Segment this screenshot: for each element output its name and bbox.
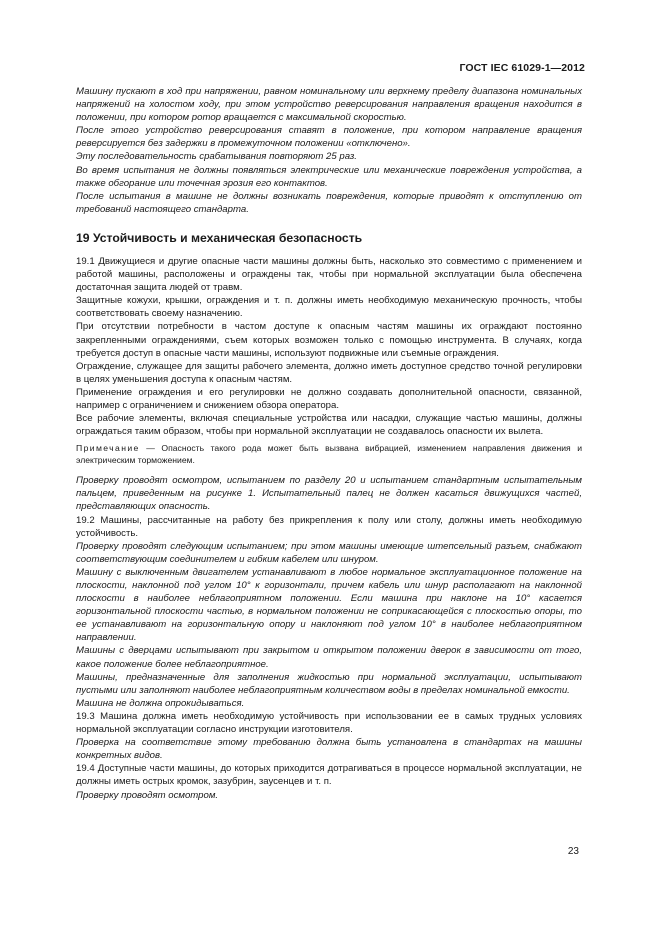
paragraph: Проверку проводят осмотром.: [76, 789, 219, 801]
document-code: ГОСТ IEC 61029-1—2012: [459, 62, 585, 74]
paragraph: Эту последовательность срабатывания повторяют 25 раз.: [76, 151, 357, 163]
paragraph: Машины, предназначенные для заполнения жидкостью при нормальной эксплуатации, испытывают пустыми или заполняют наиболее неблагоприятным количеством воды в пределах номинальной емкости.: [76, 671, 582, 696]
paragraph: Проверку проводят следующим испытанием; при этом машины имеющие штепсельный разъем, снабжают соответствующим соединителем и гибким кабелем или шнуром.: [76, 540, 582, 565]
paragraph: 19.3 Машина должна иметь необходимую устойчивость при использовании ее в самых трудных условиях нормальной эксплуатации согласно инструкции изготовителя.: [76, 710, 582, 736]
paragraph: Все рабочие элементы, включая специальные устройства или насадки, служащие частью машины, должны ограждаться таким образом, чтобы при нормальной эксплуатации не создавалось опасности их вылета.: [76, 413, 582, 438]
paragraph: Машины с дверцами испытывают при закрытом и открытом положении дверок в зависимости от того, какое положение более неблагоприятное.: [76, 645, 582, 670]
paragraph: Проверка на соответствие этому требованию должна быть установлена в стандартах на машины конкретных видов.: [76, 737, 582, 762]
paragraph: Во время испытания не должны появляться электрические или механические повреждения устройства, а также обгорание или точечная эрозия его контактов.: [76, 164, 582, 189]
paragraph: Защитные кожухи, крышки, ограждения и т. п. должны иметь необходимую механическую прочность, чтобы соответствовать своему назначению.: [76, 295, 582, 320]
paragraph: Проверку проводят осмотром, испытанием по разделу 20 и испытанием стандартным испытательным пальцем, приведенным на рисунке 1. Испытательный палец не должен касаться движущихся частей, представляющих опасность.: [76, 475, 582, 513]
paragraph: Ограждение, служащее для защиты рабочего элемента, должно иметь доступное средство точной регулировки в целях уменьшения доступа к опасным частям.: [76, 360, 582, 385]
paragraph: 19.4 Доступные части машины, до которых приходится дотрагиваться в процессе нормальной эксплуатации, не должны иметь острых кромок, зазубрин, заусенцев и т. п.: [76, 763, 582, 788]
page-number: 23: [567, 846, 579, 857]
note-text: — Опасность такого рода может быть вызвана вибрацией, изменением направления движения и электрическим торможением.: [76, 443, 582, 466]
paragraph: 19.2 Машины, рассчитанные на работу без прикрепления к полу или столу, должны иметь необходимую устойчивость.: [76, 514, 582, 539]
note: [76, 442, 582, 466]
note-label: Примечание: [76, 443, 140, 454]
section-heading: 19 Устойчивость и механическая безопасность: [76, 230, 363, 245]
paragraph: Применение ограждения и его регулировки не должно создавать дополнительной опасности, связанной, например с ограничением и снижением обзора оператора.: [76, 386, 582, 411]
paragraph: После испытания в машине не должны возникать повреждения, которые приводят к отступлению от требований настоящего стандарта.: [76, 190, 582, 215]
page-content: [76, 85, 582, 802]
paragraph: Машина не должна опрокидываться.: [76, 697, 245, 709]
paragraph: 19.1 Движущиеся и другие опасные части машины должны быть, насколько это совместимо с применением и работой машины, расположены и ограждены так, чтобы при нормальной эксплуатации была обеспечена достаточная защита людей от травм.: [76, 255, 582, 294]
paragraph: После этого устройство реверсирования ставят в положение, при котором направление вращения реверсируется без задержки в промежуточном положении «отключено».: [76, 125, 582, 150]
paragraph: Машину пускают в ход при напряжении, равном номинальному или верхнему пределу диапазона номинальных напряжений на холостом ходу, при этом устройство реверсирования направления вращения находится в положении, при котором ротор вращается с максимальной скоростью.: [76, 86, 582, 124]
paragraph: При отсутствии потребности в частом доступе к опасным частям машины их ограждают постоянно закрепленными ограждениями, съем которых возможен только с помощью инструмента. В случаях, когда требуется доступ в опасные части машины, используют подвижные или съемные ограждения.: [76, 321, 582, 359]
paragraph: Машину с выключенным двигателем устанавливают в любое нормальное эксплуатационное положение на плоскости, наклонной под углом 10° к горизонтали, причем кабель или шнур располагают на наклонной плоскости в наиболее неблагоприятном положении. Если машина при наклоне на 10° касается горизонтальной плоскости частью, в нормальном положении не соприкасающейся с плоскостью опоры, то ее устанавливают на горизонтальную опору и наклоняют под углом 10° в наиболее неблагоприятном направлении.: [76, 566, 582, 644]
